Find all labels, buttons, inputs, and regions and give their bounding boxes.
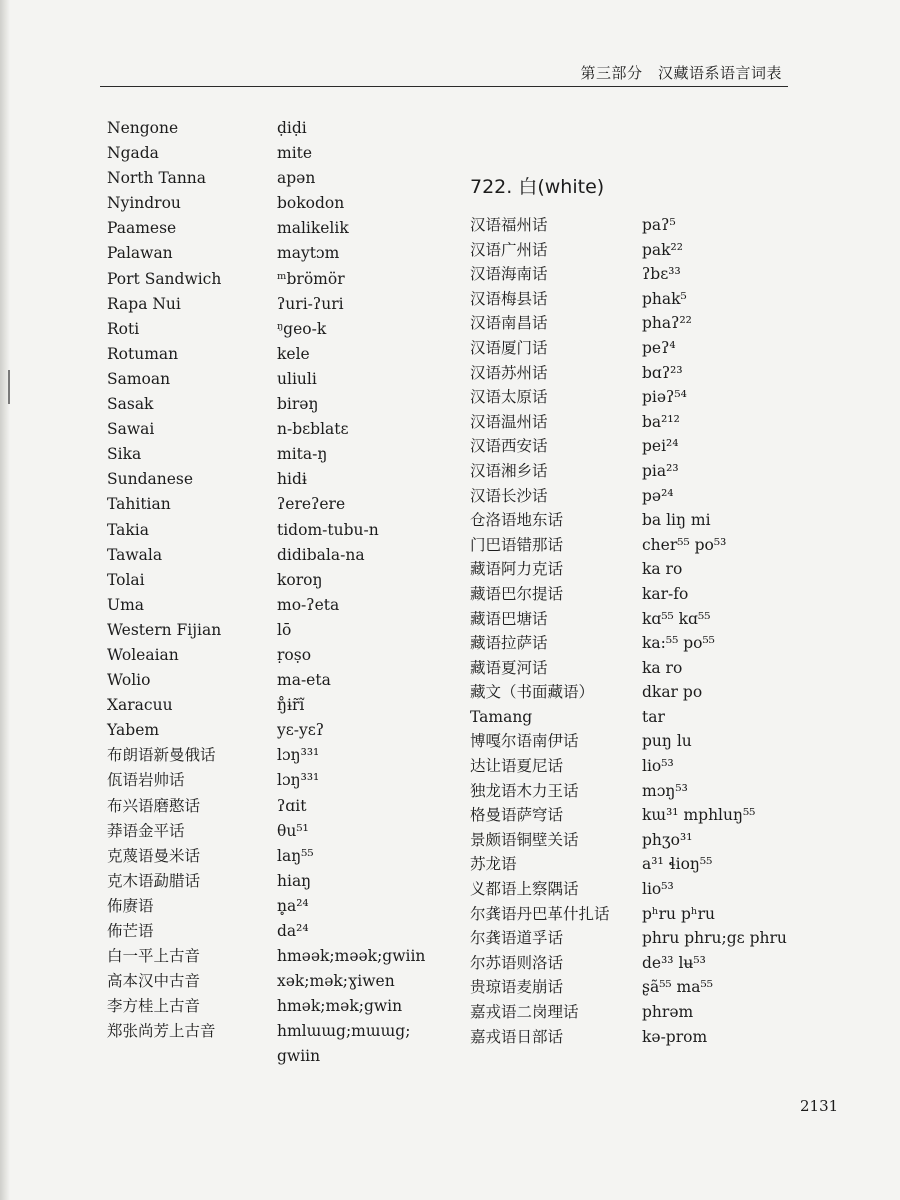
word-form: ka ro <box>642 658 683 677</box>
language-name: Samoan <box>107 369 171 388</box>
language-name: 克木语勐腊话 <box>107 871 201 890</box>
word-entry-row <box>107 467 425 492</box>
language-name: 藏语巴塘话 <box>470 609 548 628</box>
word-form: phru phru;gɛ phru <box>642 929 787 948</box>
word-entry-row <box>470 803 787 828</box>
word-form: de³³ lʉ⁵³ <box>642 953 706 972</box>
word-form: ʔbɛ³³ <box>642 265 681 284</box>
word-entry-row <box>107 392 425 417</box>
word-form: phʒo³¹ <box>642 830 693 849</box>
word-form: kar-fo <box>642 584 689 603</box>
language-name: 仓洛语地东话 <box>470 511 564 530</box>
word-form: lɔŋ³³¹ <box>277 746 320 765</box>
word-form: cher⁵⁵ po⁵³ <box>642 535 727 554</box>
word-entry-row <box>107 166 425 191</box>
language-name: Rapa Nui <box>107 294 181 313</box>
word-form: malikelik <box>277 219 349 238</box>
word-entry-row <box>107 442 425 467</box>
word-form: uliuli <box>277 369 317 388</box>
word-form: mita-ŋ <box>277 445 328 464</box>
language-name: 嘉戎语二岗理话 <box>470 1003 579 1021</box>
word-entry-row <box>470 336 787 361</box>
word-entry-row <box>107 743 425 768</box>
language-name: Rotuman <box>107 344 179 363</box>
language-name: Tawala <box>107 545 163 564</box>
language-name: Sika <box>107 445 142 464</box>
language-name: 藏语夏河话 <box>470 658 548 677</box>
word-entry-row <box>107 367 425 392</box>
word-form: yɛ-yɛʔ <box>277 721 325 740</box>
word-entry-row <box>470 975 787 1000</box>
language-name: 布兴语磨憨话 <box>107 796 201 815</box>
word-entry-row <box>470 361 787 386</box>
word-form: pʰru pʰru <box>642 904 715 923</box>
word-entry-row <box>470 213 787 238</box>
language-name: 门巴语错那话 <box>470 535 564 554</box>
word-form: bɑʔ²³ <box>642 363 683 382</box>
word-form: ʔereʔere <box>277 495 346 514</box>
word-form: paʔ⁵ <box>642 216 676 234</box>
language-name: 尔龚语道孚话 <box>470 929 564 948</box>
language-name: Xaracuu <box>107 696 173 715</box>
language-name: Takia <box>107 520 149 539</box>
word-entry-row <box>470 656 787 681</box>
language-name: Palawan <box>107 244 173 263</box>
language-name: Woleaian <box>107 645 179 664</box>
word-form: a³¹ ɬioŋ⁵⁵ <box>642 855 713 874</box>
word-entry-row <box>470 385 787 410</box>
language-name: 李方桂上古音 <box>107 997 201 1016</box>
word-form: kə-prom <box>642 1027 708 1046</box>
word-form: ka:⁵⁵ po⁵⁵ <box>642 634 715 653</box>
language-name: North Tanna <box>107 169 207 188</box>
word-form: didibala-na <box>277 545 365 564</box>
word-entry-row <box>107 141 425 166</box>
word-entry-row <box>107 342 425 367</box>
language-name: 藏语阿力克话 <box>470 560 564 579</box>
language-name: 郑张尚芳上古音 <box>107 1022 216 1041</box>
word-entry-row <box>470 877 787 902</box>
word-form: n̥a²⁴ <box>277 896 309 915</box>
page-edge-shadow <box>0 0 10 1200</box>
language-name: 佤语岩帅话 <box>107 771 185 790</box>
word-entry-row <box>470 434 787 459</box>
word-form: ŋ̊ɨr̃ĩ <box>277 696 305 715</box>
word-entry-row <box>107 919 425 944</box>
language-name: 汉语梅县话 <box>470 289 548 308</box>
language-name: 布朗语新曼俄话 <box>107 746 216 765</box>
word-form: laŋ⁵⁵ <box>277 846 314 865</box>
language-name: 高本汉中古音 <box>107 972 201 991</box>
word-entry-row <box>107 241 425 266</box>
word-form: ḍiḍi <box>277 119 307 137</box>
language-name: 克蔑语曼米话 <box>107 846 201 865</box>
word-entry-row <box>107 794 425 819</box>
word-entry-row <box>470 311 787 336</box>
word-form: ʔuri-ʔuri <box>277 294 344 313</box>
language-name: 藏语巴尔提话 <box>470 584 564 603</box>
language-name: 汉语长沙话 <box>470 486 548 505</box>
word-entry-row <box>107 618 425 643</box>
word-entry-row <box>107 894 425 919</box>
word-entry-row <box>107 116 425 141</box>
word-entry-row <box>107 492 425 517</box>
language-name: 汉语太原话 <box>470 388 548 407</box>
word-form: kɯ³¹ mphluŋ⁵⁵ <box>642 806 756 825</box>
word-form: lio⁵³ <box>642 880 674 899</box>
language-name: 苏龙语 <box>470 855 517 874</box>
word-entry-row <box>470 238 787 263</box>
word-form: ʔɑit <box>277 796 307 815</box>
word-form: mite <box>277 144 313 163</box>
word-form: n-bɛblatɛ <box>277 420 349 439</box>
word-entry-row <box>470 508 787 533</box>
language-name: 汉语温州话 <box>470 412 548 431</box>
right-word-column <box>470 213 787 1049</box>
language-name: 汉语苏州话 <box>470 363 548 382</box>
word-entry-row <box>107 693 425 718</box>
language-name: 藏语拉萨话 <box>470 634 548 653</box>
language-name: 汉语海南话 <box>470 265 548 284</box>
word-form: hmək;mək;gwin <box>277 997 403 1016</box>
word-form: apən <box>277 169 316 188</box>
word-form: tar <box>642 707 665 726</box>
word-entry-row <box>470 828 787 853</box>
word-entry-row <box>470 631 787 656</box>
language-name: 嘉戎语日部话 <box>470 1027 564 1046</box>
language-name: 博嘎尔语南伊话 <box>470 732 579 751</box>
word-form: hiaŋ <box>277 871 312 890</box>
word-form: ṛoṣo <box>277 645 312 664</box>
language-name: 独龙语木力王话 <box>470 781 579 800</box>
word-entry-row <box>470 729 787 754</box>
word-form: ba liŋ mi <box>642 511 711 530</box>
margin-mark <box>8 370 10 404</box>
header-rule <box>100 86 788 87</box>
language-name: 佈赓语 <box>107 896 154 915</box>
word-form: phaʔ²² <box>642 314 692 333</box>
word-entry-row <box>107 543 425 568</box>
word-form: da²⁴ <box>277 922 309 940</box>
word-form: maytɔm <box>277 244 340 263</box>
word-entry-row <box>470 951 787 976</box>
word-form: koroŋ <box>277 570 323 589</box>
word-form: mɔŋ⁵³ <box>642 781 688 800</box>
word-entry-row <box>470 852 787 877</box>
word-form: lɔŋ³³¹ <box>277 771 320 790</box>
word-entry-row <box>107 267 425 292</box>
word-form: hmlɯɯg;mɯɯg; <box>277 1022 411 1041</box>
word-form: ka ro <box>642 560 683 579</box>
word-entry-row <box>470 262 787 287</box>
word-entry-row <box>107 1019 425 1044</box>
language-name: 莽语金平话 <box>107 821 185 840</box>
running-head: 第三部分 汉藏语系语言词表 <box>580 64 782 82</box>
language-name: Sawai <box>107 420 155 439</box>
word-entry-row <box>107 869 425 894</box>
word-form: kele <box>277 344 310 363</box>
page-number: 2131 <box>800 1097 839 1115</box>
word-entry-row <box>107 944 425 969</box>
word-entry-row <box>470 484 787 509</box>
word-entry-row <box>470 533 787 558</box>
language-name: Wolio <box>107 671 151 690</box>
left-word-column <box>107 116 425 1068</box>
word-form: bokodon <box>277 194 345 213</box>
word-entry-row <box>470 287 787 312</box>
word-form: dkar po <box>642 683 703 702</box>
word-entry-row <box>470 926 787 951</box>
word-form: puŋ lu <box>642 732 692 751</box>
language-name: Tahitian <box>107 495 171 514</box>
language-name: Tamang <box>470 707 533 726</box>
language-name: Roti <box>107 319 140 338</box>
language-name: 汉语南昌话 <box>470 314 548 333</box>
word-entry-row <box>107 518 425 543</box>
language-name: Paamese <box>107 219 177 238</box>
word-entry-row <box>470 902 787 927</box>
word-entry-row <box>107 216 425 241</box>
word-entry-row <box>470 459 787 484</box>
language-name: 景颇语铜壁关话 <box>470 830 579 849</box>
word-entry-row <box>107 191 425 216</box>
word-entry-row <box>107 292 425 317</box>
word-entry-row <box>470 705 787 730</box>
language-name: Port Sandwich <box>107 269 222 288</box>
word-form: kɑ⁵⁵ kɑ⁵⁵ <box>642 609 711 628</box>
language-name: Ngada <box>107 144 159 163</box>
language-name: Western Fijian <box>107 620 222 639</box>
word-form: phrəm <box>642 1003 694 1021</box>
word-form: pak²² <box>642 240 683 259</box>
word-form: ba²¹² <box>642 412 680 431</box>
language-name: Sasak <box>107 395 154 414</box>
language-name: 汉语厦门话 <box>470 338 548 357</box>
word-entry-row <box>107 819 425 844</box>
word-entry-row <box>107 718 425 743</box>
word-form: xək;mək;ɣiwen <box>277 972 395 991</box>
word-form: ʂã⁵⁵ ma⁵⁵ <box>642 978 713 997</box>
language-name: Nengone <box>107 119 179 137</box>
language-name: 格曼语萨穹话 <box>470 806 564 825</box>
word-entry-row <box>107 593 425 618</box>
word-entry-row <box>470 607 787 632</box>
word-form: pia²³ <box>642 461 679 480</box>
word-form: ᵑgeo-k <box>277 319 327 338</box>
word-form: ma-eta <box>277 671 331 690</box>
language-name: 贵琼语麦崩话 <box>470 978 564 997</box>
language-name: 藏文（书面藏语） <box>470 683 595 702</box>
word-form: pə²⁴ <box>642 486 674 505</box>
language-name: 尔苏语则洛话 <box>470 953 564 972</box>
word-form: lio⁵³ <box>642 757 674 776</box>
word-entry-row <box>107 668 425 693</box>
language-name: 达让语夏尼话 <box>470 757 564 776</box>
word-entry-row <box>107 568 425 593</box>
language-name: Uma <box>107 595 145 614</box>
word-form: mo-ʔeta <box>277 595 340 614</box>
word-entry-row <box>470 582 787 607</box>
language-name: 义都语上察隅话 <box>470 880 579 899</box>
word-form: tidom-tubu-n <box>277 520 379 539</box>
language-name: Yabem <box>107 721 160 740</box>
language-name: 白一平上古音 <box>107 947 201 966</box>
word-entry-row <box>470 680 787 705</box>
language-name: 尔龚语丹巴革什扎话 <box>470 904 610 923</box>
word-form: birəŋ <box>277 395 319 414</box>
word-entry-row <box>107 844 425 869</box>
word-form: ᵐbrömör <box>277 269 345 288</box>
word-entry-row <box>107 317 425 342</box>
word-entry-row <box>107 969 425 994</box>
section-title: 722. 白(white) <box>470 176 605 198</box>
word-form: piəʔ⁵⁴ <box>642 388 687 407</box>
language-name: 汉语西安话 <box>470 437 548 456</box>
word-form-continuation: gwiin <box>277 1047 321 1066</box>
word-form: peʔ⁴ <box>642 338 676 357</box>
word-entry-row <box>470 557 787 582</box>
word-entry-row <box>470 754 787 779</box>
word-entry-row <box>107 994 425 1019</box>
word-form: θu⁵¹ <box>277 821 309 840</box>
word-entry-row <box>470 779 787 804</box>
word-entry-row <box>470 410 787 435</box>
word-form: phak⁵ <box>642 289 687 308</box>
word-entry-row <box>107 768 425 793</box>
language-name: 汉语湘乡话 <box>470 461 548 480</box>
word-form: hməək;məək;gwiin <box>277 947 426 966</box>
word-entry-row <box>107 643 425 668</box>
word-form: hidɨ <box>277 470 307 489</box>
language-name: Nyindrou <box>107 194 181 213</box>
word-entry-row <box>470 1000 787 1025</box>
language-name: Sundanese <box>107 470 194 489</box>
language-name: 佈芒语 <box>107 922 154 940</box>
word-form: lō <box>277 620 292 639</box>
language-name: 汉语福州话 <box>470 216 548 234</box>
word-form: pei²⁴ <box>642 437 679 456</box>
language-name: 汉语广州话 <box>470 240 548 259</box>
language-name: Tolai <box>107 570 145 589</box>
word-entry-row <box>107 417 425 442</box>
word-entry-row <box>470 1025 787 1050</box>
